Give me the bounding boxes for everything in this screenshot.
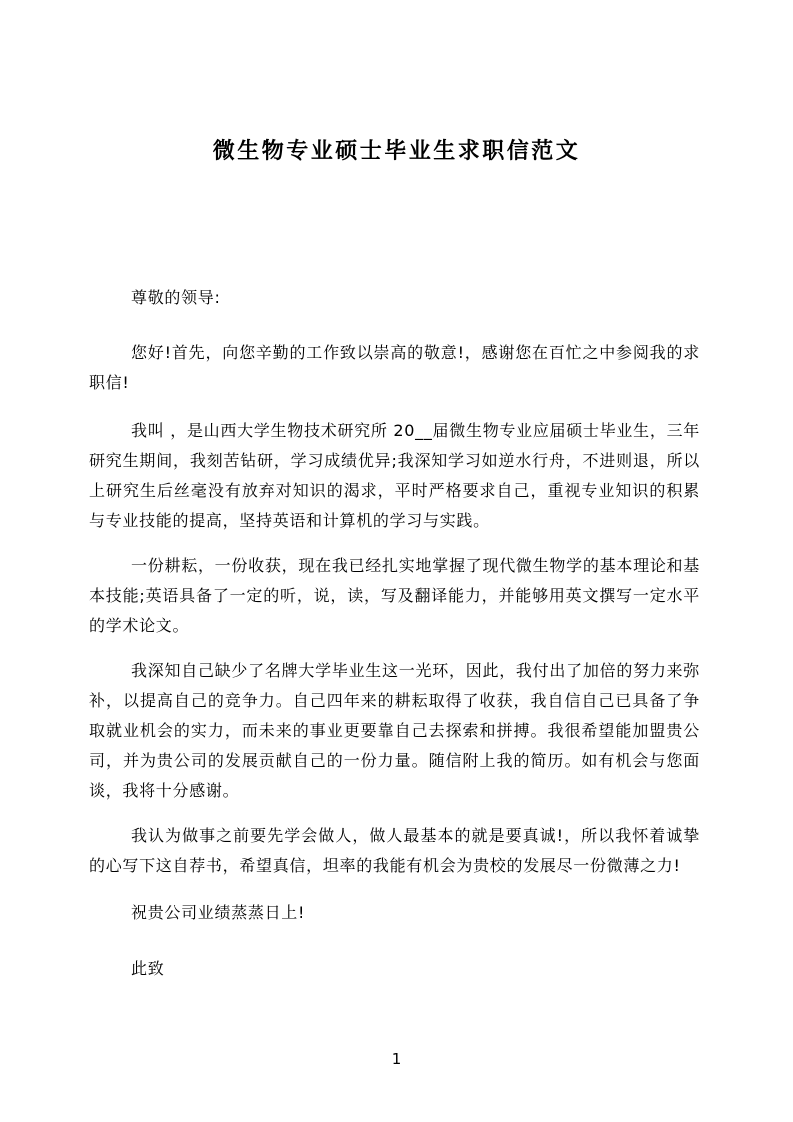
paragraph-motivation: 我深知自己缺少了名牌大学毕业生这一光环，因此，我付出了加倍的努力来弥补，以提高自己的竞争力。自己四年来的耕耘取得了收获，我自信自己已具备了争取就业机会的实力，而未来的事业更要靠自己去探索和拼搏。我很希望能加盟贵公司，并为贵公司的发展贡献自己的一份力量。随信附上我的简历。如有机会与您面谈，我将十分感谢。 <box>89 661 700 800</box>
salutation: 尊敬的领导: <box>131 288 221 307</box>
document-title: 微生物专业硕士毕业生求职信范文 <box>212 139 581 164</box>
page-number: 1 <box>391 1050 402 1068</box>
closing-line: 此致 <box>131 959 165 978</box>
well-wish-line: 祝贵公司业绩蒸蒸日上! <box>131 903 306 922</box>
paragraph-sincerity: 我认为做事之前要先学会做人，做人最基本的就是要真诚!，所以我怀着诚挚的心写下这自荐书，希望真信，坦率的我能有机会为贵校的发展尽一份微薄之力! <box>89 826 700 875</box>
paragraph-introduction: 我叫 ，是山西大学生物技术研究所 20__届微生物专业应届硕士毕业生，三年研究生期间，我刻苦钻研，学习成绩优异;我深知学习如逆水行舟，不进则退，所以上研究生后丝毫没有放弃对知识的渴求，平时严格要求自己，重视专业知识的积累与专业技能的提高，坚持英语和计算机的学习与实践。 <box>89 421 700 530</box>
paragraph-skills: 一份耕耘，一份收获，现在我已经扎实地掌握了现代微生物学的基本理论和基本技能;英语具备了一定的听，说，读，写及翻译能力，并能够用英文撰写一定水平的学术论文。 <box>89 556 700 635</box>
paragraph-greeting: 您好!首先，向您辛勤的工作致以崇高的敬意!，感谢您在百忙之中参阅我的求职信! <box>89 343 700 392</box>
